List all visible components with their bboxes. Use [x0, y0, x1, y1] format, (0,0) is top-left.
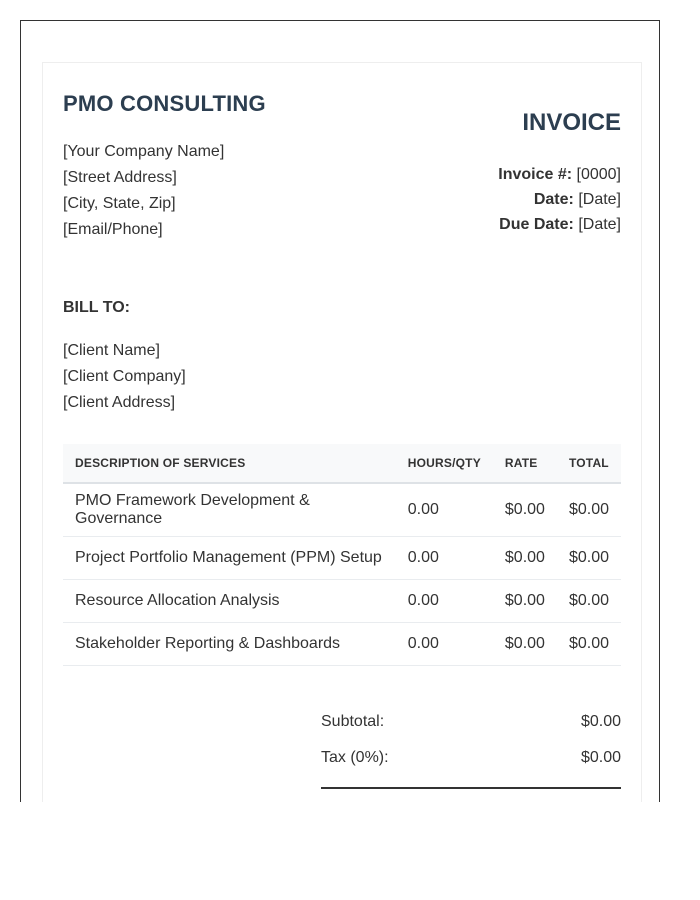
table-row — [63, 483, 621, 537]
row-rate: $0.00 — [493, 623, 557, 666]
row-hours-qty: 0.00 — [396, 623, 493, 666]
subtotal-value: $0.00 — [580, 713, 621, 730]
row-total: $0.00 — [557, 623, 621, 666]
header-description: DESCRIPTION OF SERVICES — [63, 444, 396, 483]
invoice-number-value: [0000] — [576, 166, 621, 183]
header-rate: RATE — [493, 444, 557, 483]
table-row — [63, 537, 621, 580]
invoice-due-row — [498, 212, 621, 237]
table-row — [63, 580, 621, 623]
invoice-meta — [498, 162, 621, 237]
invoice-number-row — [498, 162, 621, 187]
table-row — [63, 623, 621, 666]
totals-section — [321, 709, 621, 789]
subtotal-label: Subtotal: — [321, 713, 385, 730]
company-city-line: [City, State, Zip] — [63, 195, 176, 212]
invoice-paper — [42, 62, 642, 802]
client-address-line: [Client Address] — [63, 394, 176, 411]
invoice-date-value: [Date] — [578, 191, 621, 208]
header-total: TOTAL — [557, 444, 621, 483]
tax-label: Tax (0%): — [321, 749, 389, 766]
table-header-row — [63, 444, 621, 483]
row-rate: $0.00 — [493, 483, 557, 537]
client-company-line: [Client Company] — [63, 368, 186, 385]
row-total: $0.00 — [557, 537, 621, 580]
bill-to-address — [63, 338, 186, 416]
row-description: PMO Framework Development & Governance — [63, 483, 396, 537]
totals-divider — [321, 787, 621, 789]
company-contact-line: [Email/Phone] — [63, 221, 163, 238]
row-description: Stakeholder Reporting & Dashboards — [63, 623, 396, 666]
row-description: Project Portfolio Management (PPM) Setup — [63, 537, 396, 580]
invoice-date-label: Date: — [533, 191, 574, 208]
company-name-line: [Your Company Name] — [63, 143, 225, 160]
invoice-title: INVOICE — [522, 109, 621, 136]
row-hours-qty: 0.00 — [396, 580, 493, 623]
row-hours-qty: 0.00 — [396, 483, 493, 537]
row-description: Resource Allocation Analysis — [63, 580, 396, 623]
invoice-due-value: [Date] — [578, 216, 621, 233]
company-address — [63, 139, 224, 243]
tax-row — [321, 745, 621, 781]
tax-value: $0.00 — [580, 749, 621, 766]
invoice-date-row — [498, 187, 621, 212]
row-hours-qty: 0.00 — [396, 537, 493, 580]
row-total: $0.00 — [557, 580, 621, 623]
client-name-line: [Client Name] — [63, 342, 160, 359]
subtotal-row — [321, 709, 621, 745]
invoice-due-label: Due Date: — [499, 216, 574, 233]
services-table — [63, 444, 621, 666]
invoice-number-label: Invoice #: — [498, 166, 573, 183]
row-rate: $0.00 — [493, 537, 557, 580]
company-street-line: [Street Address] — [63, 169, 177, 186]
company-name: PMO CONSULTING — [63, 91, 266, 116]
row-total: $0.00 — [557, 483, 621, 537]
bill-to-label: BILL TO: — [63, 299, 130, 316]
document-frame — [20, 20, 660, 802]
header-hours-qty: HOURS/QTY — [396, 444, 493, 483]
row-rate: $0.00 — [493, 580, 557, 623]
